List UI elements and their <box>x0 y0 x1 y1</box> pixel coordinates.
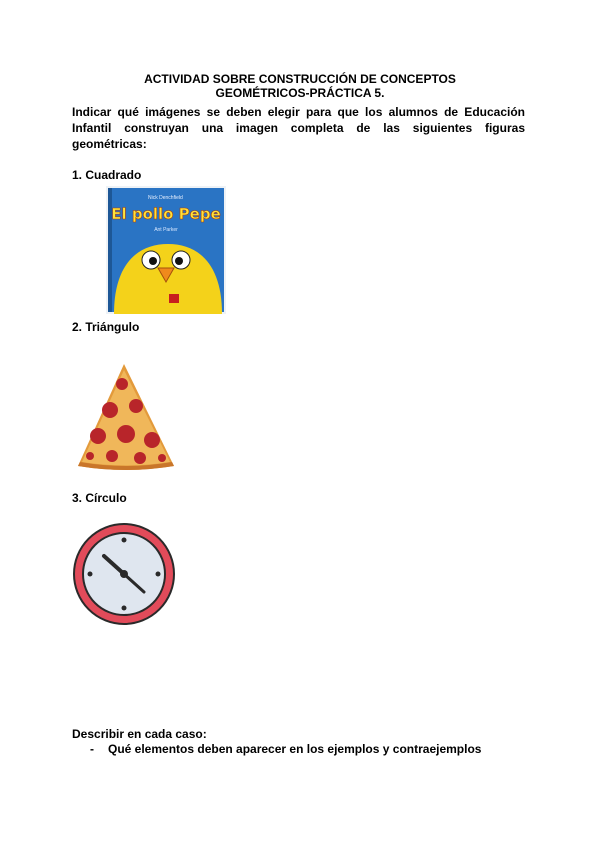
bullet-dash: - <box>90 742 94 756</box>
book-title: El pollo Pepe <box>111 205 221 223</box>
bullet-text: Qué elementos deben aparecer en los ejemplos y contraejemplos <box>108 742 482 756</box>
intro-paragraph: Indicar qué imágenes se deben elegir para que los alumnos de Educación Infantil construyan una imagen completa de las siguientes figuras geométricas: <box>72 105 525 151</box>
heading-cuadrado: 1. Cuadrado <box>72 168 142 182</box>
title-line-2: GEOMÉTRICOS-PRÁCTICA 5. <box>215 86 385 100</box>
book-subtitle: Ant Parker <box>154 227 178 233</box>
title-line-1: ACTIVIDAD SOBRE CONSTRUCCIÓN DE CONCEPTOS <box>144 72 456 86</box>
pizza-slice-icon <box>76 362 178 472</box>
book-cover-image <box>106 186 226 314</box>
wall-clock-icon <box>72 522 176 626</box>
book-author: Nick Denchfield <box>148 195 183 201</box>
describe-heading: Describir en cada caso: <box>72 727 207 741</box>
heading-circulo: 3. Círculo <box>72 491 127 505</box>
heading-triangulo: 2. Triángulo <box>72 320 140 334</box>
